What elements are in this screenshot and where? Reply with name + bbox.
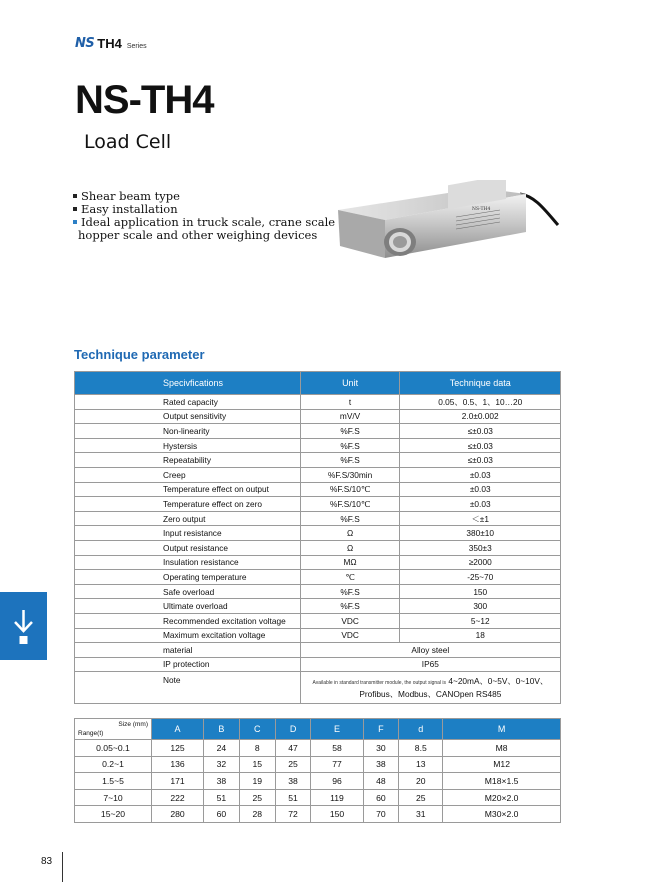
spec-body xyxy=(75,395,561,704)
spec-header-unit: Unit xyxy=(300,372,400,395)
dim-range: 15~20 xyxy=(75,806,152,823)
spec-note-value xyxy=(300,672,560,704)
spec-name: Creep xyxy=(75,467,301,482)
dim-value: 58 xyxy=(311,740,363,757)
feature-list xyxy=(73,190,335,242)
spec-row xyxy=(75,613,561,628)
spec-header-data: Technique data xyxy=(400,372,561,395)
dim-value: 15 xyxy=(239,756,275,773)
spec-unit: mV/V xyxy=(300,409,400,424)
side-tab xyxy=(0,592,47,660)
dim-value: 30 xyxy=(363,740,399,757)
spec-value: ≤±0.03 xyxy=(400,438,561,453)
dimension-table xyxy=(74,718,561,823)
spec-row xyxy=(75,467,561,482)
spec-row xyxy=(75,438,561,453)
dim-value: 13 xyxy=(399,756,443,773)
dim-header: B xyxy=(204,719,240,740)
spec-unit: %F.S xyxy=(300,511,400,526)
spec-unit: %F.S xyxy=(300,424,400,439)
spec-row xyxy=(75,599,561,614)
spec-value: ＜±1 xyxy=(400,511,561,526)
spec-row xyxy=(75,540,561,555)
dim-value: 125 xyxy=(152,740,204,757)
note-signal-text: 4~20mA、0~5V、0~10V、 xyxy=(448,676,549,687)
dim-value: 25 xyxy=(399,789,443,806)
dim-value: 8 xyxy=(239,740,275,757)
spec-row-note xyxy=(75,672,561,704)
spec-value: ≤±0.03 xyxy=(400,424,561,439)
spec-value: ±0.03 xyxy=(400,497,561,512)
spec-name: Recommended excitation voltage xyxy=(75,613,301,628)
dim-header: C xyxy=(239,719,275,740)
spec-row xyxy=(75,497,561,512)
spec-name: Operating temperature xyxy=(75,570,301,585)
dim-value: 47 xyxy=(275,740,311,757)
dim-row xyxy=(75,740,561,757)
dim-value: M18×1.5 xyxy=(443,773,561,790)
dim-value: 119 xyxy=(311,789,363,806)
spec-name: IP protection xyxy=(75,657,301,672)
spec-value: 350±3 xyxy=(400,540,561,555)
spec-name: Maximum excitation voltage xyxy=(75,628,301,643)
spec-table xyxy=(74,371,561,704)
dim-range: 7~10 xyxy=(75,789,152,806)
spec-row xyxy=(75,555,561,570)
dim-value: 38 xyxy=(204,773,240,790)
dim-value: 136 xyxy=(152,756,204,773)
spec-row xyxy=(75,628,561,643)
spec-row xyxy=(75,395,561,410)
spec-name: Output resistance xyxy=(75,540,301,555)
spec-name: Output sensitivity xyxy=(75,409,301,424)
dim-row xyxy=(75,773,561,790)
dim-range: 1.5~5 xyxy=(75,773,152,790)
spec-unit: %F.S xyxy=(300,453,400,468)
feature-item: Shear beam type xyxy=(73,190,335,203)
spec-value: ±0.03 xyxy=(400,482,561,497)
dim-header: d xyxy=(399,719,443,740)
dim-value: 25 xyxy=(239,789,275,806)
download-arrow-icon xyxy=(0,592,47,660)
dim-value: 8.5 xyxy=(399,740,443,757)
note-protocols-text: Profibus、Modbus、CANOpen RS485 xyxy=(359,689,502,700)
dim-corner-size: Size (mm) xyxy=(118,721,148,728)
dim-header: D xyxy=(275,719,311,740)
feature-item: Ideal application in truck scale, crane scale xyxy=(73,216,335,229)
brand-series: Series xyxy=(126,43,147,50)
dim-range: 0.05~0.1 xyxy=(75,740,152,757)
spec-name: Note xyxy=(75,672,301,704)
spec-value: IP65 xyxy=(300,657,560,672)
dim-row xyxy=(75,789,561,806)
dim-value: 31 xyxy=(399,806,443,823)
dim-value: M12 xyxy=(443,756,561,773)
spec-row xyxy=(75,584,561,599)
dim-body xyxy=(75,740,561,823)
spec-unit: ℃ xyxy=(300,570,400,585)
spec-name: Repeatability xyxy=(75,453,301,468)
spec-unit: %F.S xyxy=(300,599,400,614)
spec-name: Zero output xyxy=(75,511,301,526)
spec-row xyxy=(75,511,561,526)
spec-name: Temperature effect on zero xyxy=(75,497,301,512)
spec-value: 300 xyxy=(400,599,561,614)
dim-value: 70 xyxy=(363,806,399,823)
spec-name: Insulation resistance xyxy=(75,555,301,570)
spec-value: 5~12 xyxy=(400,613,561,628)
page-number: 83 xyxy=(41,856,53,867)
dim-header: E xyxy=(311,719,363,740)
spec-header-name: Specivfications xyxy=(75,372,301,395)
spec-unit: VDC xyxy=(300,613,400,628)
spec-unit: Ω xyxy=(300,526,400,541)
spec-name: Input resistance xyxy=(75,526,301,541)
spec-name: Safe overload xyxy=(75,584,301,599)
dim-value: 20 xyxy=(399,773,443,790)
spec-row xyxy=(75,424,561,439)
feature-item-continued: hopper scale and other weighing devices xyxy=(78,228,318,242)
spec-unit: %F.S xyxy=(300,584,400,599)
product-label: NS-TH4 xyxy=(472,207,491,212)
dim-value: 28 xyxy=(239,806,275,823)
dim-value: 51 xyxy=(275,789,311,806)
spec-unit: VDC xyxy=(300,628,400,643)
load-cell-image xyxy=(330,180,560,270)
dim-value: 25 xyxy=(275,756,311,773)
spec-row xyxy=(75,409,561,424)
spec-name: Rated capacity xyxy=(75,395,301,410)
spec-value: 380±10 xyxy=(400,526,561,541)
feature-item: Easy installation xyxy=(73,203,335,216)
dim-value: 32 xyxy=(204,756,240,773)
dim-value: 60 xyxy=(204,806,240,823)
spec-header-row xyxy=(75,372,561,395)
section-heading: Technique parameter xyxy=(74,347,205,362)
dim-value: M20×2.0 xyxy=(443,789,561,806)
spec-value: 2.0±0.002 xyxy=(400,409,561,424)
spec-unit: %F.S/10℃ xyxy=(300,482,400,497)
dim-value: 51 xyxy=(204,789,240,806)
dim-header: M xyxy=(443,719,561,740)
spec-name: material xyxy=(75,643,301,658)
dim-value: 72 xyxy=(275,806,311,823)
dim-value: 48 xyxy=(363,773,399,790)
spec-unit: MΩ xyxy=(300,555,400,570)
bullet-icon xyxy=(73,220,77,224)
spec-unit: %F.S/10℃ xyxy=(300,497,400,512)
spec-value: ±0.03 xyxy=(400,467,561,482)
dim-value: M30×2.0 xyxy=(443,806,561,823)
dim-value: 96 xyxy=(311,773,363,790)
page-divider xyxy=(62,852,63,882)
dim-row xyxy=(75,806,561,823)
spec-name: Temperature effect on output xyxy=(75,482,301,497)
dim-value: 280 xyxy=(152,806,204,823)
spec-value: ≥2000 xyxy=(400,555,561,570)
spec-value: ≤±0.03 xyxy=(400,453,561,468)
spec-unit: %F.S/30min xyxy=(300,467,400,482)
spec-name: Hystersis xyxy=(75,438,301,453)
spec-row xyxy=(75,526,561,541)
spec-row-merged xyxy=(75,643,561,658)
bullet-icon xyxy=(73,207,77,211)
dim-header-row xyxy=(75,719,561,740)
bullet-icon xyxy=(73,194,77,198)
note-small-text: Available in standard transmitter module, the output signal is xyxy=(312,680,447,687)
dim-corner-cell xyxy=(75,719,152,740)
dim-header: A xyxy=(152,719,204,740)
spec-row xyxy=(75,453,561,468)
dim-value: 150 xyxy=(311,806,363,823)
dim-value: 38 xyxy=(275,773,311,790)
spec-row xyxy=(75,482,561,497)
dim-corner-range: Range(t) xyxy=(78,730,104,737)
dim-row xyxy=(75,756,561,773)
dim-value: 24 xyxy=(204,740,240,757)
spec-unit: Ω xyxy=(300,540,400,555)
model-title: NS-TH4 xyxy=(75,78,214,122)
spec-row-merged xyxy=(75,657,561,672)
dim-range: 0.2~1 xyxy=(75,756,152,773)
spec-name: Ultimate overload xyxy=(75,599,301,614)
spec-unit: t xyxy=(300,395,400,410)
dim-value: 77 xyxy=(311,756,363,773)
dim-value: 19 xyxy=(239,773,275,790)
spec-value: 0.05、0.5、1、10…20 xyxy=(400,395,561,410)
dim-value: 222 xyxy=(152,789,204,806)
dim-value: 60 xyxy=(363,789,399,806)
spec-name: Non-linearity xyxy=(75,424,301,439)
product-name: Load Cell xyxy=(84,131,172,153)
dim-value: 171 xyxy=(152,773,204,790)
brand-model: TH4 xyxy=(97,36,122,51)
spec-value: 18 xyxy=(400,628,561,643)
spec-row xyxy=(75,570,561,585)
brand-header xyxy=(75,36,147,51)
spec-value: Alloy steel xyxy=(300,643,560,658)
spec-unit: %F.S xyxy=(300,438,400,453)
dim-header: F xyxy=(363,719,399,740)
brand-logo: NS xyxy=(75,36,95,51)
spec-value: 150 xyxy=(400,584,561,599)
dim-value: M8 xyxy=(443,740,561,757)
spec-value: -25~70 xyxy=(400,570,561,585)
dim-value: 38 xyxy=(363,756,399,773)
